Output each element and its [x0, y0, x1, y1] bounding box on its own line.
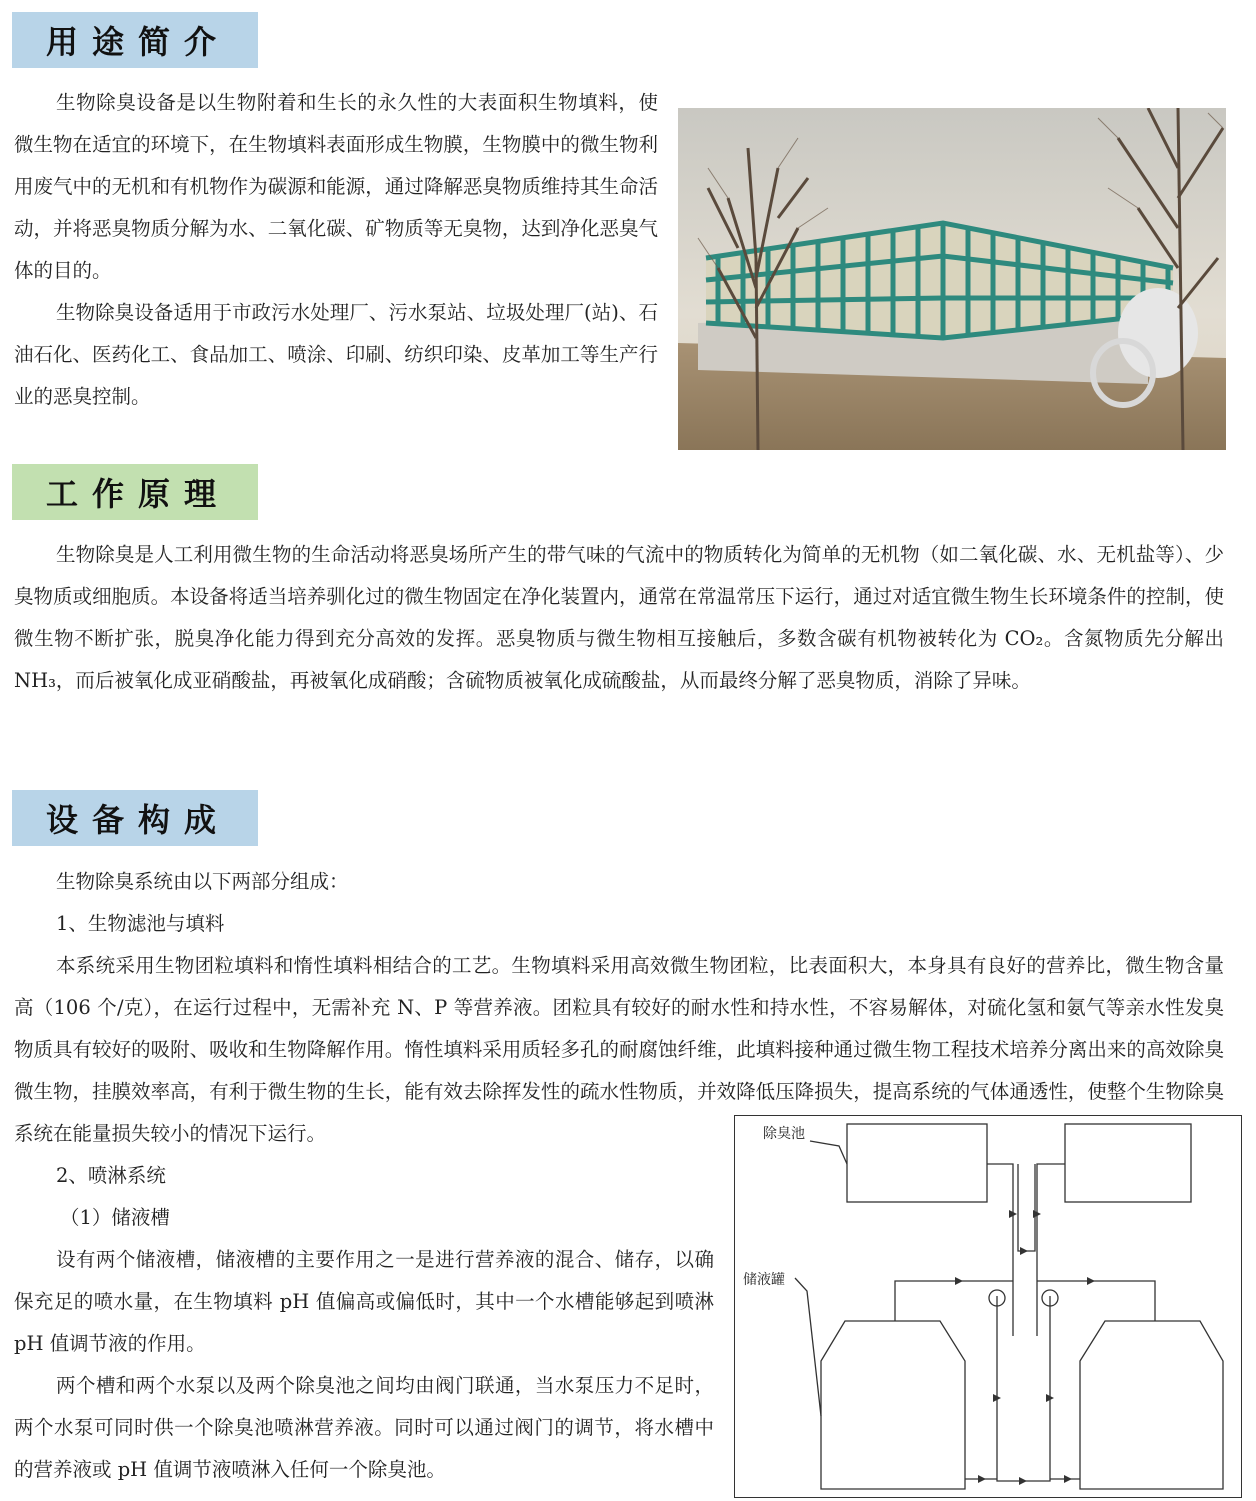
storage-tank-right — [1080, 1321, 1223, 1489]
principle-text — [14, 534, 1224, 702]
section-heading-principle: 工作原理 — [12, 464, 258, 520]
components-paragraph-3: 两个槽和两个水泵以及两个除臭池之间均由阀门联通，当水泵压力不足时，两个水泵可同时供一个除臭池喷淋营养液。同时可以通过阀门的调节，将水槽中的营养液或 pH 值调节液喷淋入任何一个除臭池。 — [14, 1374, 714, 1481]
components-item-1: 1、生物滤池与填料 — [56, 912, 225, 935]
storage-tank-left — [821, 1321, 965, 1489]
components-intro: 生物除臭系统由以下两部分组成： — [56, 870, 349, 893]
section-heading-usage: 用途简介 — [12, 12, 258, 68]
components-text-top — [14, 861, 1224, 945]
system-diagram — [734, 1115, 1242, 1498]
principle-paragraph: 生物除臭是人工利用微生物的生命活动将恶臭场所产生的带气味的气流中的物质转化为简单的无机物（如二氧化碳、水、无机盐等）、少臭物质或细胞质。本设备将适当培养驯化过的微生物固定在净化装置内，通常在常温常压下运行，通过对适宜微生物生长环境条件的控制，使微生物不断扩张，脱臭净化能力得到充分高效的发挥。恶臭物质与微生物相互接触后，多数含碳有机物被转化为 CO₂。含氮物质先分解出 NH₃，而后被氧化成亚硝酸盐，再被氧化成硝酸；含硫物质被氧化成硫酸盐，从而最终分解了恶臭物质，消除了异味。 — [14, 543, 1224, 692]
diagram-label-pool: 除臭池 — [763, 1126, 805, 1142]
components-paragraph-2: 设有两个储液槽，储液槽的主要作用之一是进行营养液的混合、储存，以确保充足的喷水量，在生物填料 pH 值偏高或偏低时，其中一个水槽能够起到喷淋 pH 值调节液的作用。 — [14, 1248, 714, 1355]
components-item-2: 2、喷淋系统 — [56, 1164, 166, 1187]
equipment-photo — [678, 108, 1226, 450]
section-heading-components: 设备构成 — [12, 790, 258, 846]
diagram-label-tank: 储液罐 — [743, 1272, 785, 1288]
usage-paragraph-2: 生物除臭设备适用于市政污水处理厂、污水泵站、垃圾处理厂(站)、石油石化、医药化工、食品加工、喷涂、印刷、纺织印染、皮革加工等生产行业的恶臭控制。 — [14, 301, 658, 408]
components-item-2-1: （1）储液槽 — [60, 1206, 170, 1229]
deodorizing-pool-left — [847, 1124, 987, 1202]
usage-paragraph-1: 生物除臭设备是以生物附着和生长的永久性的大表面积生物填料，使微生物在适宜的环境下，在生物填料表面形成生物膜，生物膜中的微生物利用废气中的无机和有机物作为碳源和能源，通过降解恶臭物质维持其生命活动，并将恶臭物质分解为水、二氧化碳、矿物质等无臭物，达到净化恶臭气体的目的。 — [14, 91, 658, 282]
deodorizing-pool-right — [1065, 1124, 1191, 1202]
components-paragraph-1: 本系统采用生物团粒填料和惰性填料相结合的工艺。生物填料采用高效微生物团粒，比表面积大，本身具有良好的营养比，微生物含量高（106 个/克），在运行过程中，无需补充 N、P 等营养液。团粒具有较好的耐水性和持水性，不容易解体，对硫化氢和氨气等亲水性发臭物质具有较好的吸附、吸收和生物降解作用。惰性填料采用质轻多孔的耐腐蚀纤维，此填料接种通过微生物工程技术培养分离出来的高效除臭微生物，挂膜效率高，有利于微生物的生长，能有效去除挥发性的疏水性物质，并效降低压降损失，提高系统的气体通透性，使整个生物除臭系统在能量损失较小的情况下运行。 — [14, 954, 1224, 1145]
spray-system-text — [14, 1155, 714, 1491]
usage-text — [14, 82, 658, 418]
